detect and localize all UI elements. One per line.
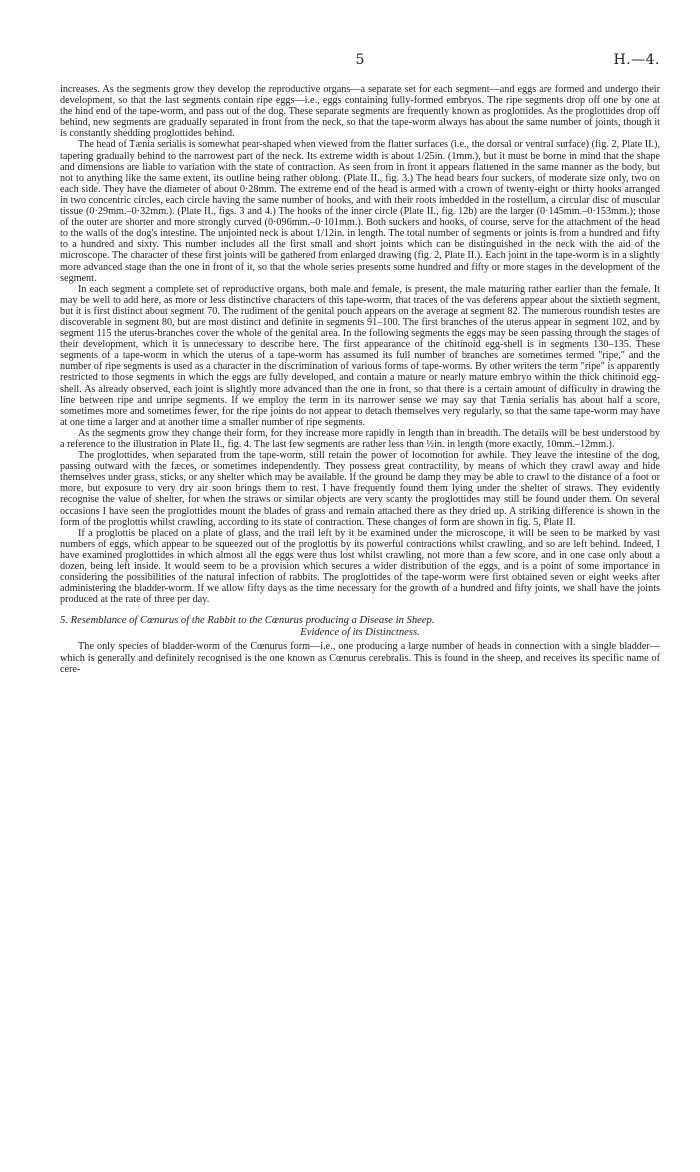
body-text — [60, 84, 660, 675]
page-header — [60, 52, 660, 74]
paragraph-1: increases. As the segments grow they develop the reproductive organs—a separate set for each segment—and eggs are formed and undergo their development, so that the last segments contain ripe eggs—i.e., eggs containing fully-formed embryos. The ripe segments drop off one by one at the hind end of the tape-worm, and pass out of the dog. These separate segments are frequently known as proglottides. As the proglottides drop off behind, new segments are gradually separated in front from the neck, so that the tape-worm always has about the same number of joints, though it is constantly shedding proglottides behind. — [60, 84, 660, 140]
section-heading — [60, 615, 660, 639]
document-reference: H.—4. — [613, 52, 660, 68]
paragraph-6: If a proglottis be placed on a plate of glass, and the trail left by it be examined under the microscope, it will be seen to be marked by vast numbers of eggs, which appear to be squeezed out of the proglottis by its powerful contractions whilst crawling, and so are left behind. Indeed, I have examined proglottides in which almost all the eggs were thus lost whilst crawling, not more than a few score, and in one case only about a dozen, being left inside. It would seem to be a provision which secures a wider distribution of the eggs, and is a point of some importance in considering the possibilities of the natural infection of rabbits. The proglottides of the tape-worm were first obtained seven or eight weeks after administering the bladder-worm. If we allow fifty days as the time necessary for the growth of a hundred and fifty joints, we shall have the joints produced at the rate of three per day. — [60, 527, 660, 606]
paragraph-5: The proglottides, when separated from the tape-worm, still retain the power of locomotion for awhile. They leave the intestine of the dog, passing outward with the fæces, or sometimes independently. They possess great contractility, by means of which they crawl away and hide themselves under grass, sticks, or any shelter which may be available. If the ground be damp they may be able to crawl to the distance of a foot or more, but exposure to very dry air soon brings them to rest. I have frequently found them lying under the shelter of straws. They evidently recognise the value of shelter, for when the straws or similar objects are very scanty the proglottides may still be found under them. On several occasions I have seen the proglottides mount the blades of grass and remain attached there as they dried up. A striking difference is shown in the form of the proglottis whilst crawling, according to its state of contraction. These changes of form are shown in fig. 5, Plate II. — [60, 450, 660, 528]
section-heading-title: 5. Resemblance of Cœnurus of the Rabbit to the Cœnurus producing a Disease in Sheep. — [60, 615, 435, 627]
section-heading-subtitle: Evidence of its Distinctness. — [300, 627, 420, 639]
paragraph-2: The head of Tænia serialis is somewhat pear-shaped when viewed from the flatter surfaces (i.e., the dorsal or ventral surface) (fig. 2, Plate II.), tapering gradually behind to the narrowest part of the neck. Its extreme width is about 1/25in. (1mm.), but it must be borne in mind that the shape and dimensions are liable to variation with the state of contraction. As seen from in front it appears flattened in the same manner as the body, but not to anything like the same extent, its outline being rather oblong. (Plate II., fig. 3.) The head bears four suckers, of moderate size only, two on each side. They have the diameter of about 0·28mm. The extreme end of the head is armed with a crown of twenty-eight or thirty hooks arranged in two concentric circles, each circle having the same number of hooks, and with their roots imbedded in the rostellum, a circular disc of muscular tissue (0·29mm.–0·32mm.). (Plate II., figs. 3 and 4.) The hooks of the inner circle (Plate II., fig. 12b) are the larger (0·145mm.–0·153mm.); those of the outer are shorter and more strongly curved (0·096mm.–0·101mm.). Both suckers and hooks, of course, serve for the attachment of the head to the walls of the dog's intestine. The unjointed neck is about 1/12in. in length. The total number of segments or joints is from a hundred and fifty to a hundred and sixty. This number includes all the first small and short joints which can be distinguished in the neck with the aid of the microscope. The character of these first joints will be gathered from enlarged drawing (fig. 2, Plate II.). Each joint in the tape-worm is in a slightly more advanced stage than the one in front of it, so that the whole series presents some hundred and fifty or more stages in the development of the segment. — [60, 139, 660, 284]
page-number: 5 — [355, 52, 365, 68]
paragraph-7: The only species of bladder-worm of the Cœnurus form—i.e., one producing a large number of heads in connection with a single bladder—which is generally and definitely recognised is the one known as Cœnurus cerebralis. This is found in the sheep, and receives its specific name of cere- — [60, 641, 660, 675]
paragraph-4: As the segments grow they change their form, for they increase more rapidly in length than in breadth. The details will be best understood by a reference to the illustration in Plate II., fig. 4. The last few segments are rather less than ½in. in length (more exactly, 10mm.–12mm.). — [60, 427, 660, 450]
paragraph-3: In each segment a complete set of reproductive organs, both male and female, is present, the male maturing rather earlier than the female. It may be well to add here, as more or less distinctive characters of this tape-worm, that traces of the vas deferens appear about the sixtieth segment, but it is first distinct about segment 70. The rudiment of the genital pouch appears on the average at segment 82. The numerous roundish testes are discoverable in segment 80, but are most distinct and definite in segments 91–100. The first branches of the uterus appear in segment 102, and by segment 115 the uterus-branches cover the whole of the genital area. In the following segments the eggs may be seen passing through the stages of their development, which it is unnecessary to describe here. The first appearance of the chitinoid egg-shell is in segments 130–135. These segments of a tape-worm in which the uterus of a tape-worm has assumed its full number of branches are sometimes termed "ripe," and the number of ripe segments is used as a character in the discrimination of various forms of tape-worms. By other writers the term "ripe" is apparently restricted to those segments in which the eggs are fully developed, and contain a mature or nearly mature embryo within the thick chitinoid egg-shell. As already observed, each joint is slightly more advanced than the one in front, so that there is a certain amount of difficulty in drawing the line between ripe and unripe segments. If we employ the term in its narrower sense we may say that Tænia serialis has about half a score, sometimes more and sometimes fewer, for the ripe joints do not appear to detach themselves very regularly, so that the same tape-worm may have at one time a larger and at another time a smaller number of ripe segments. — [60, 283, 660, 428]
